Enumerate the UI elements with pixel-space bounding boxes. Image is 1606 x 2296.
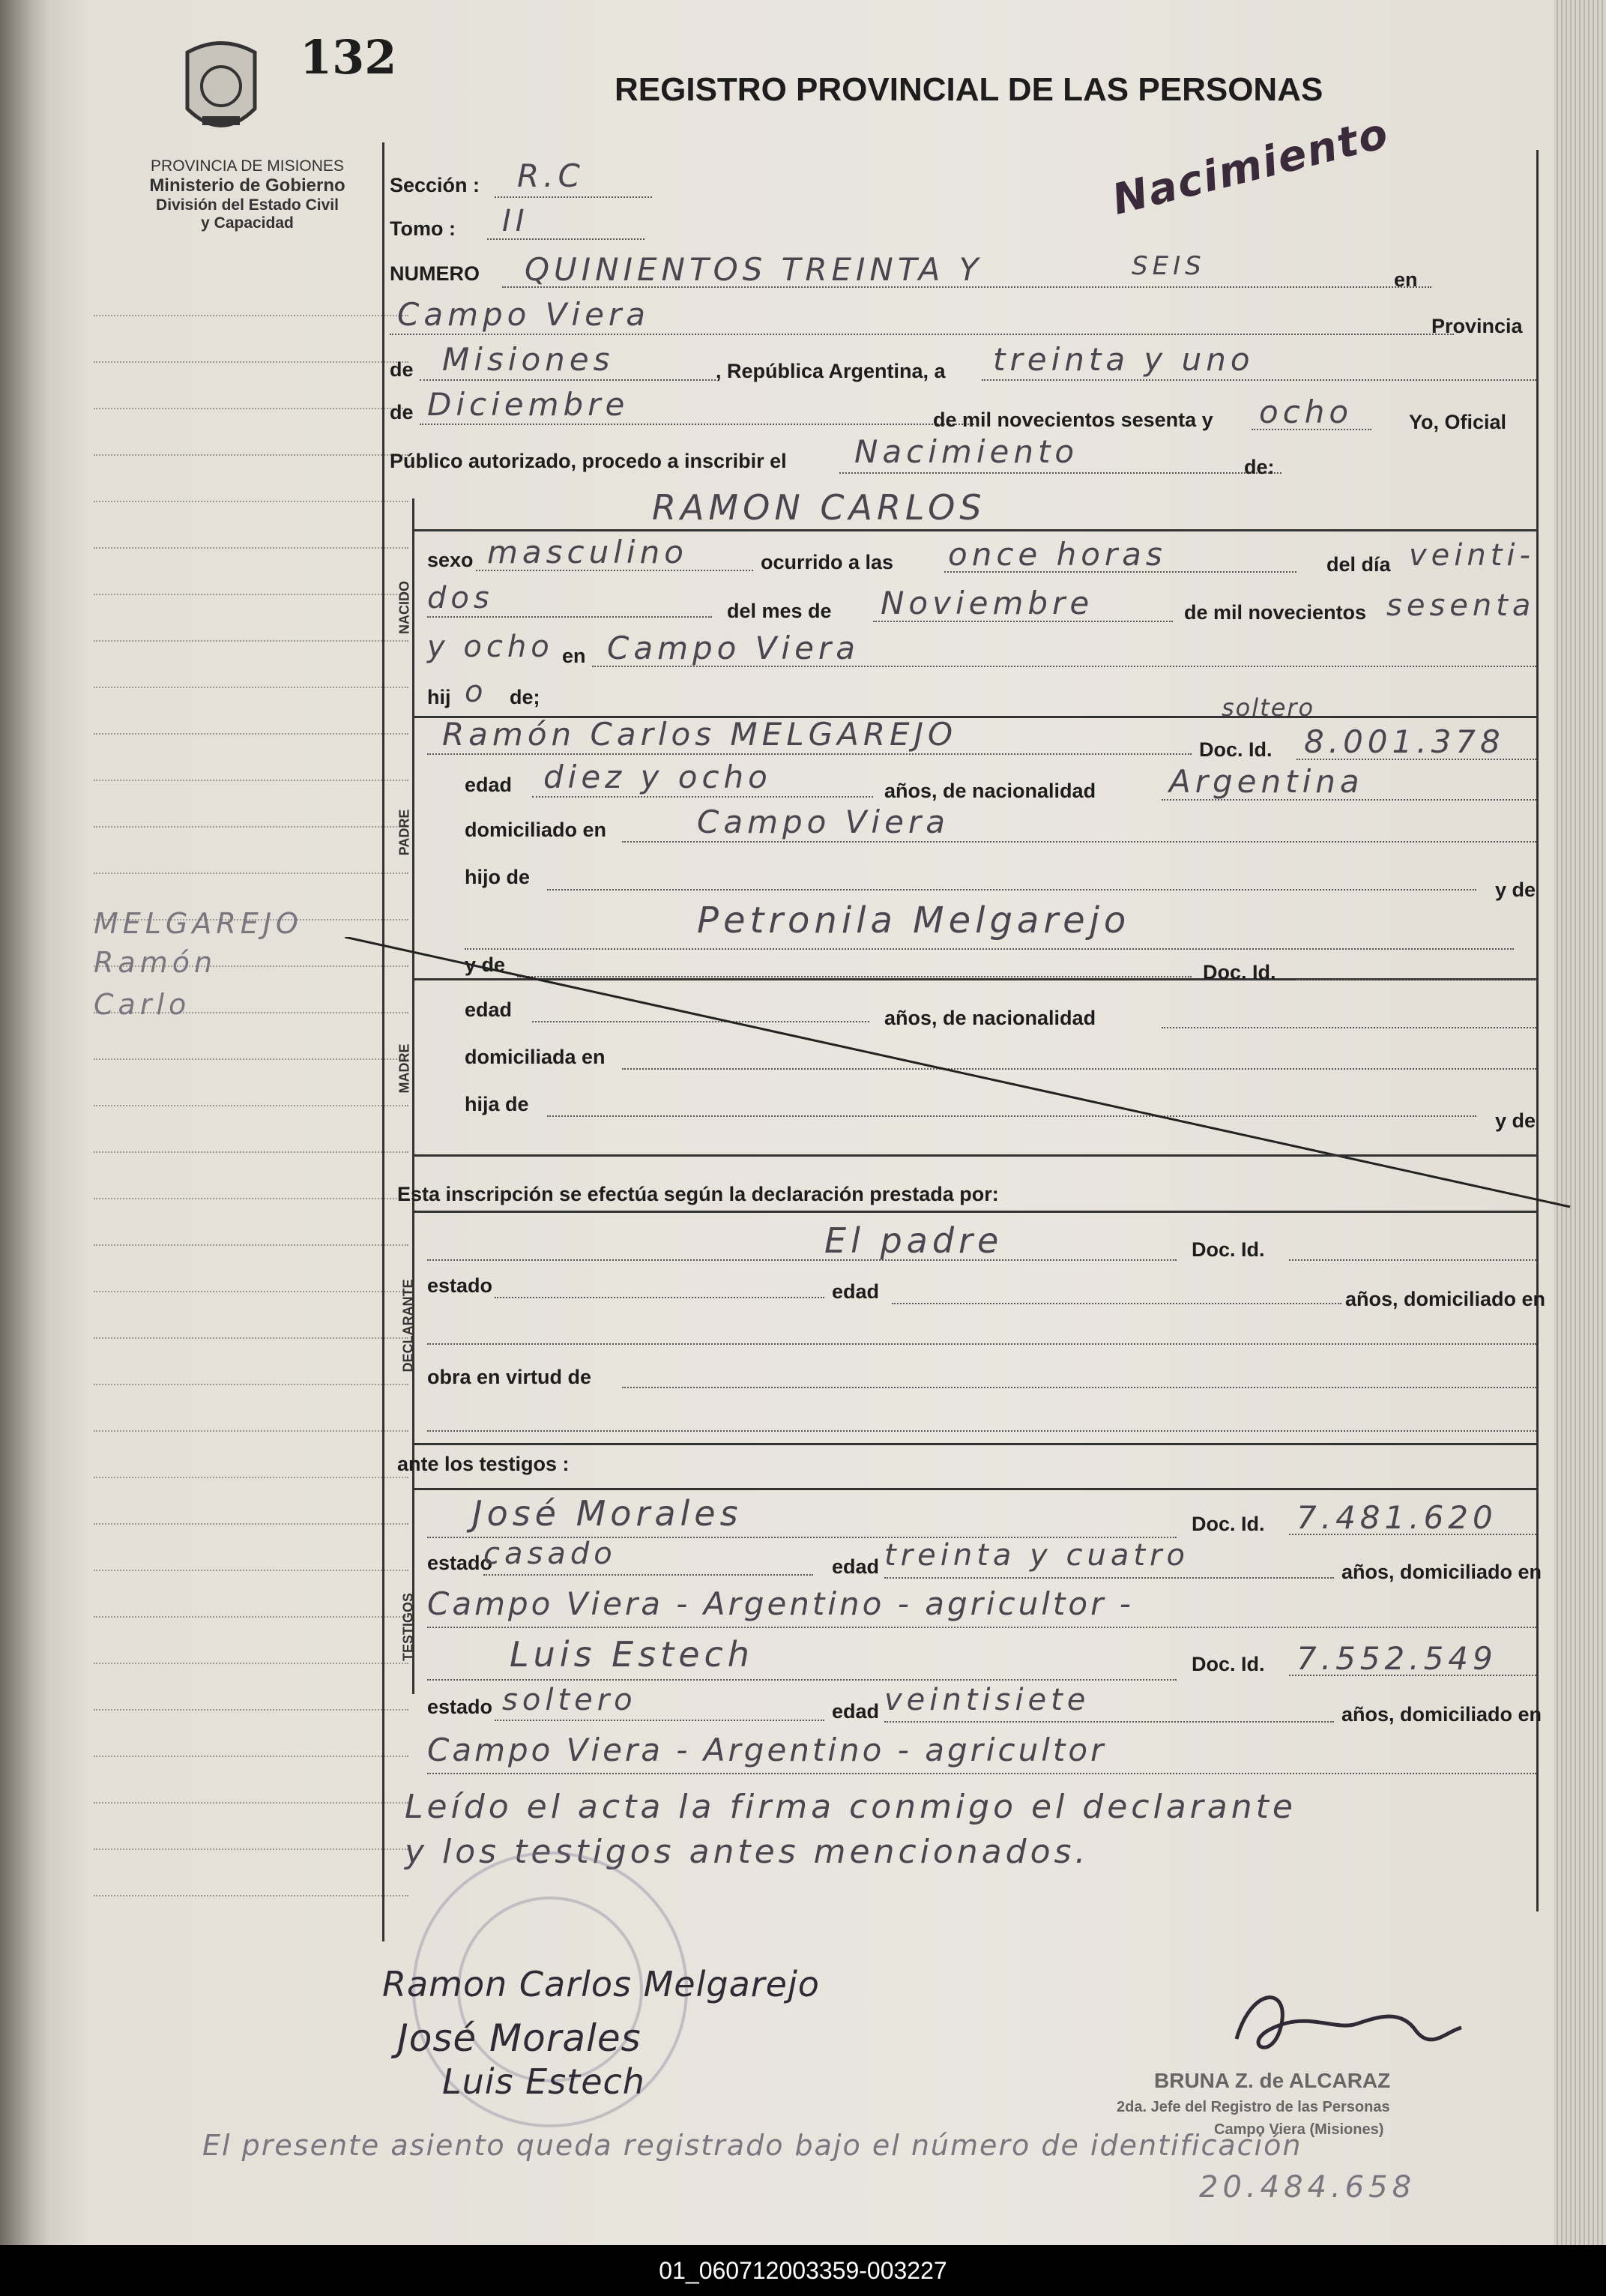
margin-note-name2: Carlo xyxy=(94,988,191,1021)
declarante-top-line xyxy=(412,1211,1536,1213)
estado-label-t1: estado xyxy=(427,1552,493,1574)
testigo2-estado: soltero xyxy=(502,1683,637,1717)
register-page xyxy=(52,0,1554,2245)
margin-rule xyxy=(94,1616,408,1618)
margin-rule xyxy=(94,1663,408,1664)
margin-rule xyxy=(94,315,408,316)
image-id-caption: 01_060712003359-003227 xyxy=(0,2245,1606,2296)
numero-label: NUMERO xyxy=(390,262,480,285)
testigo2-line xyxy=(427,1679,1177,1681)
t1-estado-line xyxy=(483,1574,813,1576)
y-de-label-madre-2: y de xyxy=(1495,1109,1536,1132)
abuela-value: Petronila Melgarejo xyxy=(697,900,1131,941)
y-de-label-madre: y de xyxy=(465,953,506,976)
testigos-top-line xyxy=(412,1488,1536,1490)
de-label-2: de xyxy=(390,401,414,424)
t1-dom-line xyxy=(427,1627,1536,1628)
signature-testigo1: José Morales xyxy=(397,2016,642,2060)
sexo-label: sexo xyxy=(427,549,474,571)
margin-rule xyxy=(94,687,408,688)
acto-line xyxy=(839,472,1282,474)
hijo-de-label: hijo de xyxy=(465,866,530,888)
dia-value-1: veinti- xyxy=(1409,538,1535,573)
seccion-value: R.C xyxy=(517,157,585,194)
obra-line-2 xyxy=(427,1430,1536,1432)
signature-testigo2: Luis Estech xyxy=(442,2061,645,2102)
testigo1-value: José Morales xyxy=(472,1493,743,1534)
doc-id-label-t2: Doc. Id. xyxy=(1192,1653,1265,1675)
declarante-bottom-line xyxy=(412,1443,1536,1445)
tomo-value: II xyxy=(502,204,529,238)
margin-note-surname: MELGAREJO xyxy=(94,907,303,940)
obra-label: obra en virtud de xyxy=(427,1366,592,1388)
margin-rule xyxy=(94,408,408,409)
margin-rule xyxy=(94,873,408,874)
fecha-dia-value: treinta y uno xyxy=(993,341,1255,378)
doc-id-label-padre: Doc. Id. xyxy=(1199,738,1273,761)
fecha-line xyxy=(982,379,1536,381)
nombre-value: RAMON CARLOS xyxy=(652,487,986,528)
domiciliado-label-padre: domiciliado en xyxy=(465,819,607,841)
issuer-line: División del Estado Civil xyxy=(156,196,339,214)
anos-dom-label-declarante: años, domiciliado en xyxy=(1345,1288,1546,1310)
margin-rule xyxy=(94,1291,408,1292)
issuer-block xyxy=(82,157,412,232)
de-colon-label: de: xyxy=(1244,456,1275,478)
numero-value-end: SEIS xyxy=(1132,251,1206,281)
margin-rule xyxy=(94,1430,408,1432)
margin-rule xyxy=(94,1384,408,1385)
edad-label-t2: edad xyxy=(832,1700,880,1723)
side-label-declarante: DECLARANTE xyxy=(400,1279,416,1373)
margin-rule xyxy=(94,361,408,363)
domiciliada-label: domiciliada en xyxy=(465,1046,606,1068)
doc-id-label-declarante: Doc. Id. xyxy=(1192,1238,1265,1261)
margin-rule xyxy=(94,1570,408,1571)
estado-label-declarante: estado xyxy=(427,1274,493,1297)
official-name: BRUNA Z. de ALCARAZ xyxy=(1154,2069,1391,2092)
margin-rule xyxy=(94,1756,408,1757)
margin-rule xyxy=(94,1848,408,1850)
mes-line xyxy=(420,424,974,425)
y-de-label-padre: y de xyxy=(1495,879,1536,901)
acto-value: Nacimiento xyxy=(854,433,1079,470)
padre-edad-line xyxy=(532,796,873,798)
side-label-nacido: NACIDO xyxy=(396,581,412,634)
del-dia-label: del día xyxy=(1326,553,1391,576)
sexo-value: masculino xyxy=(487,534,688,570)
lugar-line xyxy=(390,334,1454,335)
padre-nombre-line xyxy=(427,753,1192,755)
document-title: REGISTRO PROVINCIAL DE LAS PERSONAS xyxy=(615,71,1323,108)
declarante-edad-line xyxy=(892,1303,1341,1304)
provincia-line xyxy=(420,379,716,381)
margin-rule xyxy=(94,826,408,828)
issuer-line: PROVINCIA DE MISIONES xyxy=(151,157,344,175)
signature-scrawl: Nacimiento xyxy=(1107,109,1394,225)
official-place: Campo Viera (Misiones) xyxy=(1214,2121,1384,2138)
margin-rule xyxy=(94,640,408,642)
declarante-estado-line xyxy=(495,1297,824,1298)
obra-line xyxy=(622,1387,1536,1388)
ante-testigos-label: ante los testigos : xyxy=(397,1453,570,1475)
hij-suffix: o xyxy=(465,675,488,709)
anio-value: ocho xyxy=(1259,394,1353,430)
doc-id-label-madre: Doc. Id. xyxy=(1203,961,1276,983)
anos-dom-label-t2: años, domiciliado en xyxy=(1341,1703,1542,1726)
declarante-doc-line xyxy=(1289,1259,1536,1261)
tomo-line xyxy=(487,238,644,240)
page-number: 132 xyxy=(300,30,397,85)
anio-nac-value-2: y ocho xyxy=(427,630,554,664)
margin-rule xyxy=(94,1802,408,1804)
testigo2-edad: veintisiete xyxy=(884,1683,1090,1717)
seccion-line xyxy=(495,196,652,198)
signature-padre: Ramon Carlos Melgarejo xyxy=(382,1964,820,2004)
margin-rule xyxy=(94,594,408,595)
hij-label: hij xyxy=(427,686,451,708)
doc-id-label-t1: Doc. Id. xyxy=(1192,1513,1265,1535)
edad-label-padre: edad xyxy=(465,774,513,796)
t2-dom-line xyxy=(427,1773,1536,1774)
official-signature-icon xyxy=(1222,1979,1476,2069)
padre-nac-value: Argentina xyxy=(1169,763,1364,800)
cancel-strike-line xyxy=(345,937,1574,1222)
ocurrido-label: ocurrido a las xyxy=(761,551,894,573)
testigo1-doc: 7.481.620 xyxy=(1296,1499,1497,1536)
tomo-label: Tomo : xyxy=(390,217,456,240)
republica-label: , República Argentina, a xyxy=(716,360,946,382)
numero-value: QUINIENTOS TREINTA Y xyxy=(525,251,983,288)
de-semi-label: de; xyxy=(510,686,540,708)
padre-estado: soltero xyxy=(1222,693,1315,722)
en-label: en xyxy=(1394,268,1418,291)
seccion-label: Sección : xyxy=(390,174,480,196)
yo-oficial-label: Yo, Oficial xyxy=(1409,411,1507,433)
edad-label-declarante: edad xyxy=(832,1280,880,1303)
testigo2-doc: 7.552.549 xyxy=(1296,1640,1497,1677)
closing-line-1: Leído el acta la firma conmigo el declarante xyxy=(405,1788,1296,1826)
annotation-line-2: 20.484.658 xyxy=(1199,2170,1416,2205)
book-binding xyxy=(0,0,52,2245)
margin-rule xyxy=(94,1244,408,1246)
margin-rule xyxy=(94,1895,408,1896)
padre-dom-line xyxy=(622,841,1536,843)
t2-estado-line xyxy=(495,1720,824,1721)
padre-dom-value: Campo Viera xyxy=(697,804,950,840)
de-mil2-label: de mil novecientos xyxy=(1184,601,1367,624)
coat-of-arms-icon xyxy=(180,37,262,139)
lugar-value: Campo Viera xyxy=(397,296,650,333)
margin-rule xyxy=(94,1523,408,1525)
side-label-madre: MADRE xyxy=(396,1043,412,1094)
margin-rule xyxy=(94,1337,408,1339)
provincia-label: Provincia xyxy=(1431,315,1523,337)
t2-edad-line xyxy=(884,1721,1334,1723)
padre-nombre-value: Ramón Carlos MELGAREJO xyxy=(442,716,958,753)
anos-dom-label-t1: años, domiciliado en xyxy=(1341,1561,1542,1583)
official-title: 2da. Jefe del Registro de las Personas xyxy=(1117,2099,1390,2115)
testigo1-estado: casado xyxy=(483,1537,617,1571)
en-nac-label: en xyxy=(562,645,586,667)
mes-value: Diciembre xyxy=(427,386,630,423)
closing-line-2: y los testigos antes mencionados. xyxy=(405,1833,1090,1871)
margin-rule xyxy=(94,1709,408,1711)
testigo1-edad: treinta y cuatro xyxy=(884,1538,1189,1573)
anio-nac-value-1: sesenta xyxy=(1386,588,1536,623)
margin-rule xyxy=(94,547,408,549)
margin-rule xyxy=(94,501,408,502)
t1-edad-line xyxy=(884,1577,1334,1579)
dia-line-2 xyxy=(427,616,712,618)
lugar-nac-value: Campo Viera xyxy=(607,630,860,666)
publico-label: Público autorizado, procedo a inscribir el xyxy=(390,450,787,472)
margin-note-name: Ramón xyxy=(94,946,217,979)
side-label-padre: PADRE xyxy=(396,809,412,856)
provincia-value: Misiones xyxy=(442,341,615,378)
hora-value: once horas xyxy=(948,536,1167,573)
margin-rule xyxy=(94,1477,408,1478)
side-label-testigos: TESTIGOS xyxy=(400,1593,416,1662)
margin-rule xyxy=(94,454,408,456)
dia-value-2: dos xyxy=(427,581,494,615)
declarante-line xyxy=(427,1259,1177,1261)
padre-doc-value: 8.001.378 xyxy=(1304,723,1505,760)
margin-rule xyxy=(94,780,408,781)
nombre-line xyxy=(412,529,1536,531)
hijo-de-line xyxy=(547,889,1476,891)
inscripcion-label: Esta inscripción se efectúa según la declaración prestada por: xyxy=(397,1183,999,1205)
de-label: de xyxy=(390,358,414,381)
declarante-dom-line xyxy=(427,1343,1536,1345)
annotation-line-1: El presente asiento queda registrado bajo el número de identificación xyxy=(202,2129,1302,2162)
margin-rule xyxy=(94,733,408,735)
declarante-value: El padre xyxy=(824,1220,1003,1261)
anos-nac-label-madre: años, de nacionalidad xyxy=(884,1007,1096,1029)
testigo2-value: Luis Estech xyxy=(510,1634,754,1675)
testigo2-dom: Campo Viera - Argentino - agricultor xyxy=(427,1732,1107,1768)
madre-bottom-line xyxy=(412,1154,1536,1157)
padre-edad-value: diez y ocho xyxy=(543,759,772,795)
hija-de-label: hija de xyxy=(465,1093,529,1115)
del-mes-label: del mes de xyxy=(727,600,832,622)
testigo1-dom: Campo Viera - Argentino - agricultor - xyxy=(427,1585,1134,1622)
mes-nac-value: Noviembre xyxy=(881,585,1094,621)
issuer-line: y Capacidad xyxy=(201,214,294,232)
edad-label-t1: edad xyxy=(832,1555,880,1578)
de-mil-label: de mil novecientos sesenta y xyxy=(933,409,1213,431)
anos-nac-label-padre: años, de nacionalidad xyxy=(884,780,1096,802)
issuer-line: Ministerio de Gobierno xyxy=(149,175,345,196)
estado-label-t2: estado xyxy=(427,1696,493,1718)
edad-label-madre: edad xyxy=(465,998,513,1021)
